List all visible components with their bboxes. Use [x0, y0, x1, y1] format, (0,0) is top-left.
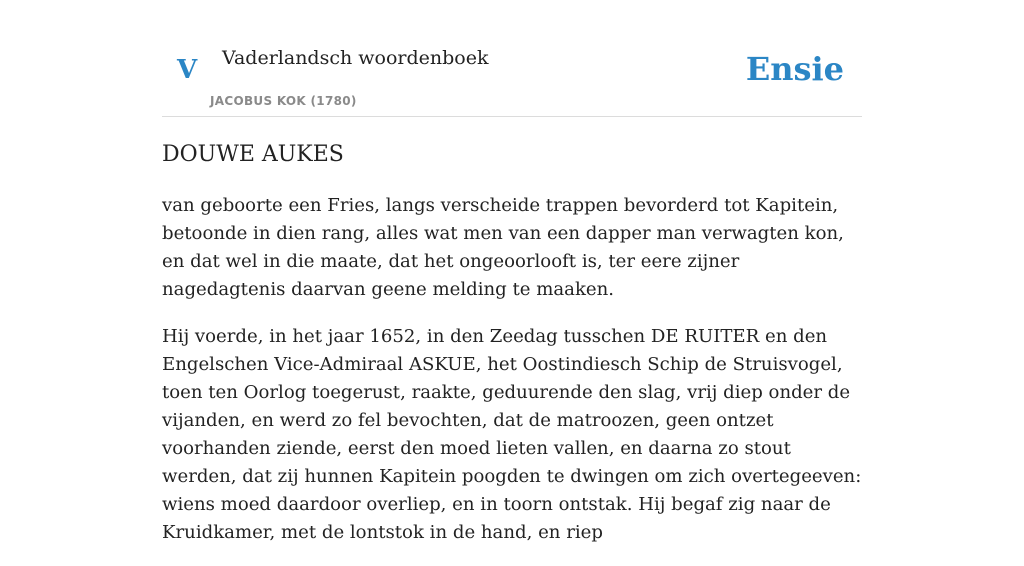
entry-paragraph: Hij voerde, in het jaar 1652, in den Zeedag tusschen DE RUITER en den Engelschen Vice-Admiraal ASKUE, het Oostindiesch Schip de Struisvogel, toen ten Oorlog toegerust, raakte, geduurende den slag, vrij diep onder de vijanden, en werd zo fel bevochten, dat de matroozen, geen ontzet voorhanden ziende, eerst den moed lieten vallen, en daarna zo stout werden, dat zij hunnen Kapitein poogden te dwingen om zich overtegeeven: wiens moed daardoor overliep, en in toorn ontstak. Hij begaf zig naar de Kruidkamer, met de lontstok in de hand, en riep — [162, 326, 862, 543]
book-letter-badge: V — [177, 55, 198, 85]
ensie-logo-link[interactable]: Ensie — [745, 50, 844, 88]
book-title-link[interactable]: Vaderlandsch woordenboek — [222, 47, 489, 69]
entry-content — [162, 192, 862, 566]
book-author: JACOBUS KOK (1780) — [210, 94, 357, 108]
entry-title: DOUWE AUKES — [162, 142, 344, 167]
book-header — [162, 0, 862, 117]
entry-paragraph: van geboorte een Fries, langs verscheide trappen bevorderd tot Kapitein, betoonde in dien rang, alles wat men van een dapper man verwagten kon, en dat wel in die maate, dat het ongeoorlooft is, ter eere zijner nagedagtenis daarvan geene melding te maaken. — [162, 195, 844, 300]
